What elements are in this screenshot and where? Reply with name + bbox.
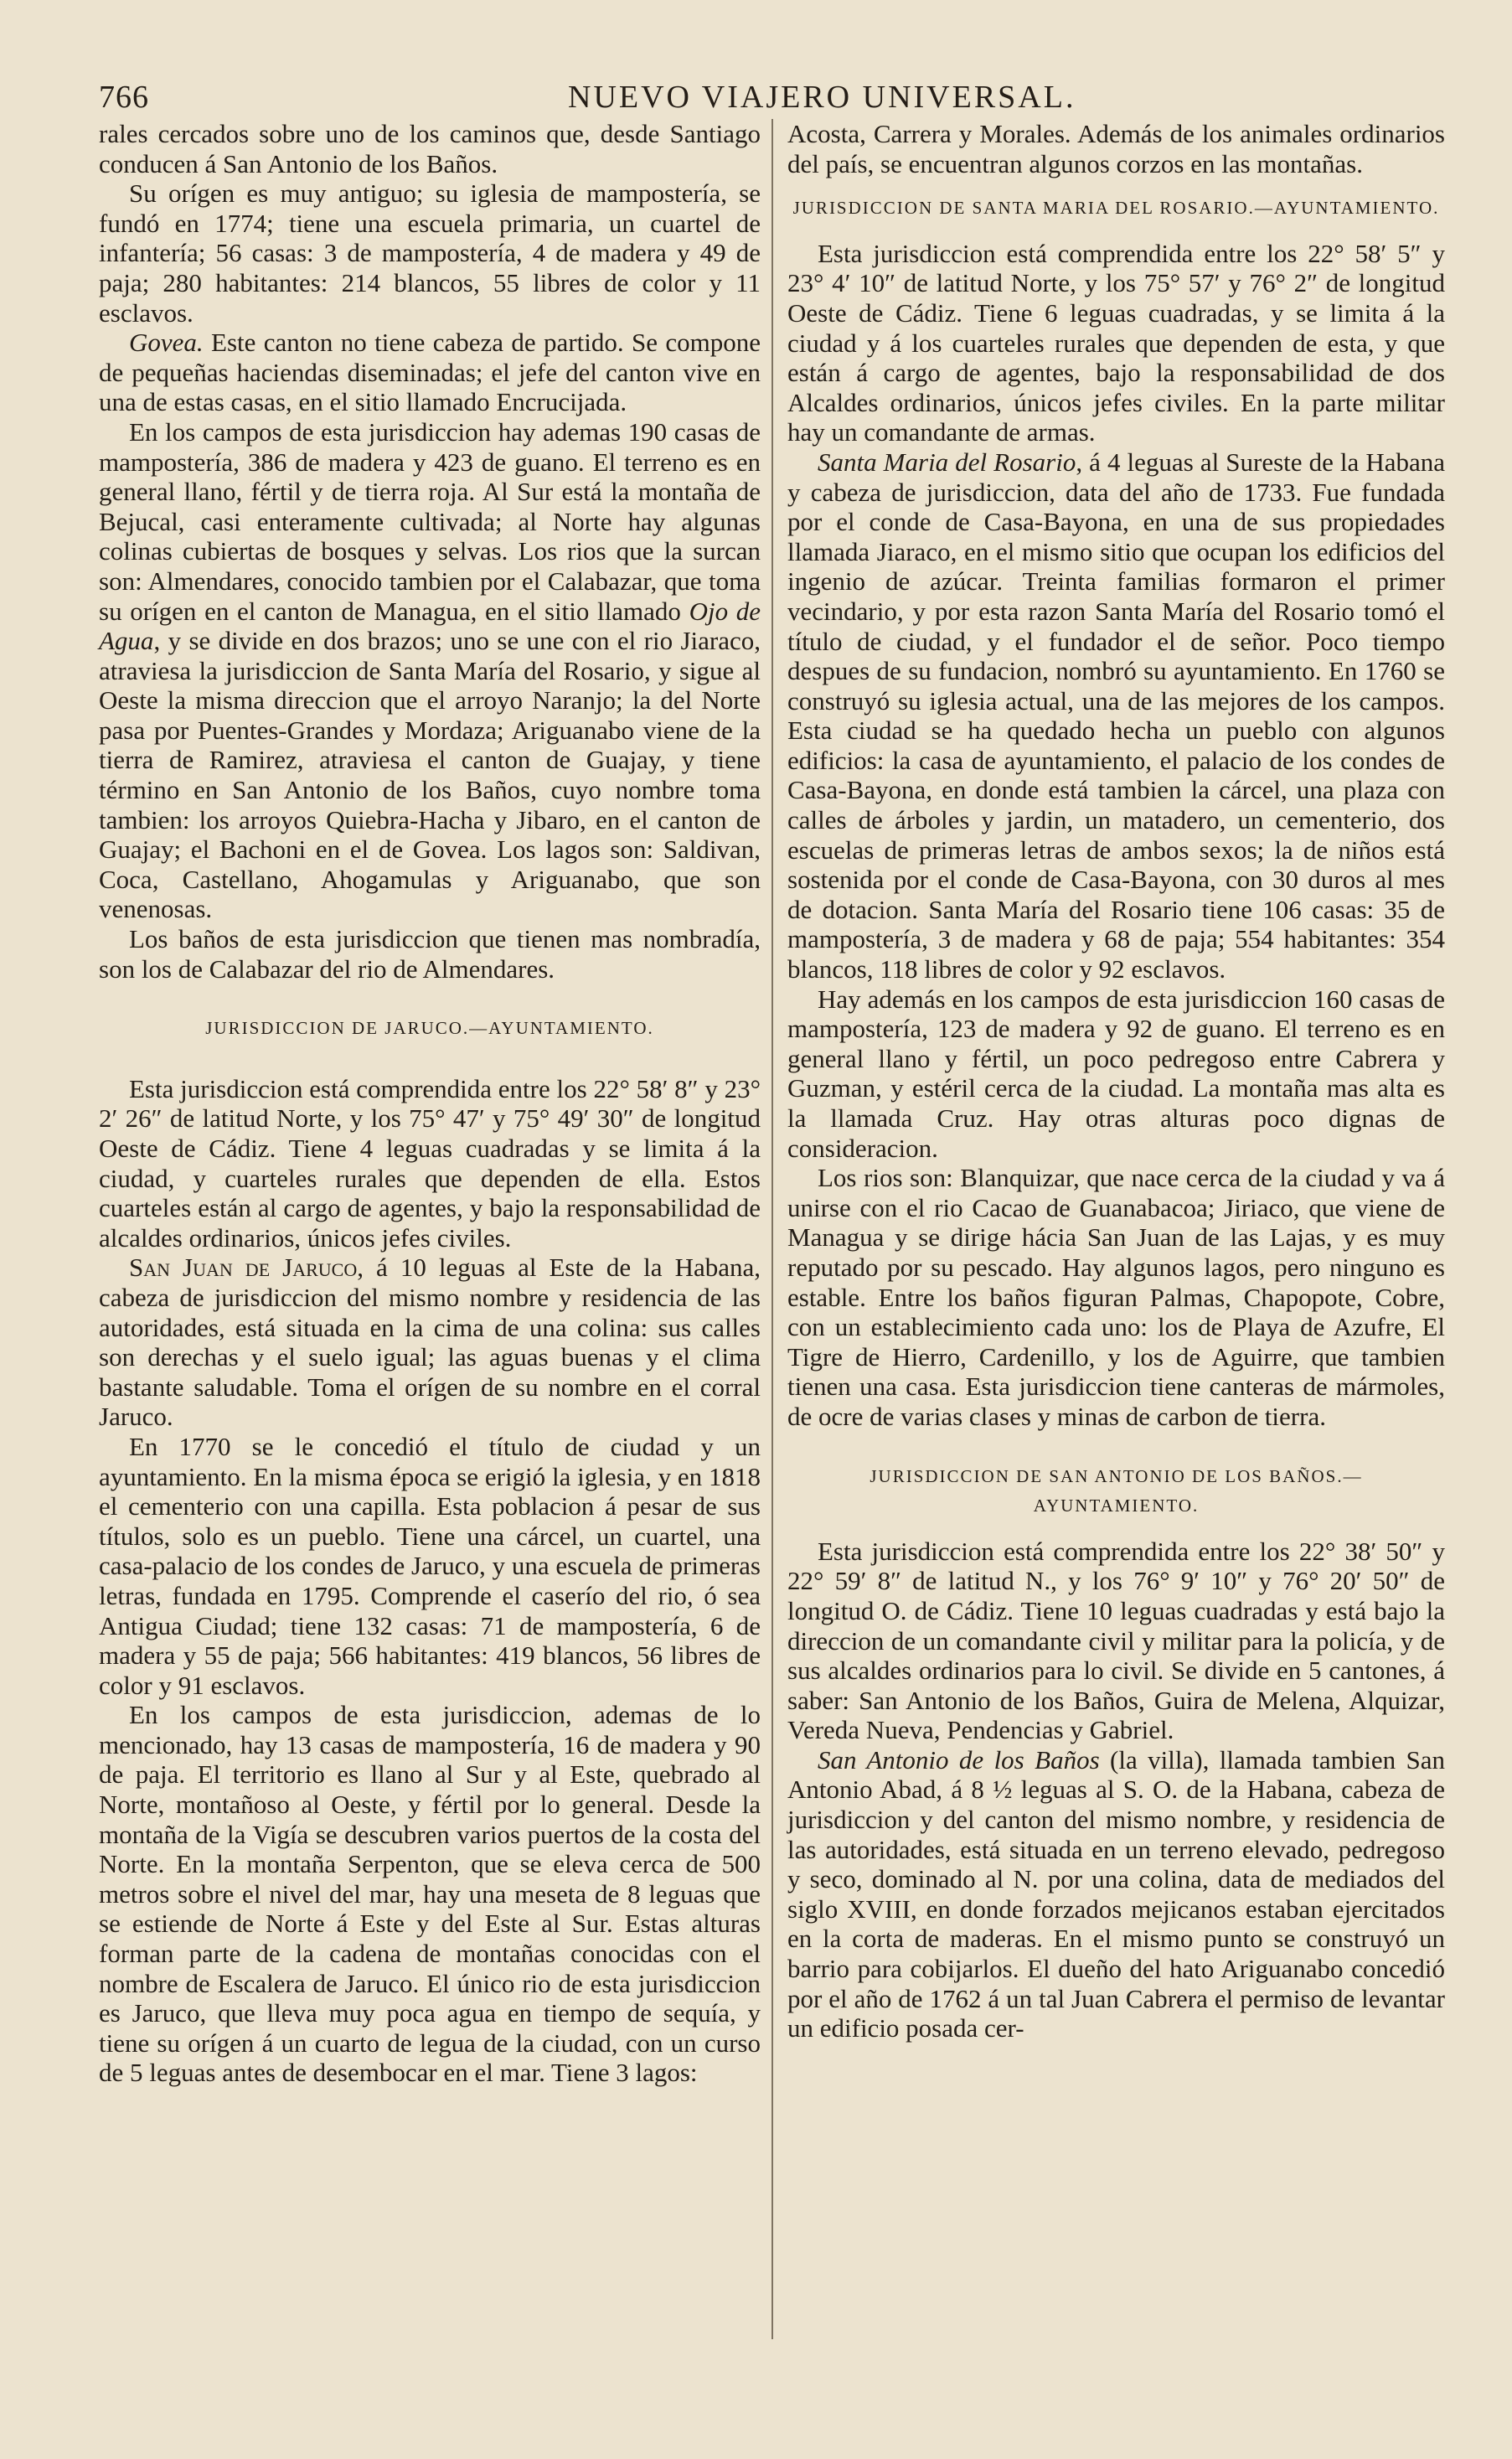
- place-name: Santa Maria del Rosario: [818, 447, 1076, 477]
- paragraph: Los baños de esta jurisdiccion que tienen mas nombradía, son los de Calabazar del rio de Almendares.: [99, 924, 761, 984]
- paragraph: En los campos de esta jurisdiccion, ademas de lo mencionado, hay 13 casas de mampostería, 16 de madera y 90 de paja. El territorio es llano al Sur y al Este, quebrado al Norte, montañoso al Oeste, y fértil por lo general. Desde la montaña de la Vigía se descubren varios puertos de la costa del Norte. En la montaña Serpenton, que se eleva cerca de 500 metros sobre el nivel del mar, hay una meseta de 8 leguas que se estiende de Norte á Este y del Este al Sur. Estas alturas forman parte de la cadena de montañas conocidas con el nombre de Escalera de Jaruco. El único rio de esta jurisdiccion es Jaruco, que lleva muy poca agua en tiempo de sequía, y tiene su orígen á un cuarto de legua de la ciudad, con un curso de 5 leguas antes de desembocar en el mar. Tiene 3 lagos:: [99, 1700, 761, 2088]
- place-name: Ojo de Agua: [99, 596, 761, 656]
- paragraph: Acosta, Carrera y Morales. Además de los animales ordinarios del país, se encuentran algunos corzos en las montañas.: [787, 119, 1445, 178]
- paragraph: San Antonio de los Baños (la villa), llamada tambien San Antonio Abad, á 8 ½ leguas al S. O. de la Habana, cabeza de jurisdiccion y del canton del mismo nombre, y residencia de las autoridades, está situada en un terreno elevado, pedregoso y seco, dominado al N. por una colina, data de mediados del siglo XVIII, en donde forzados mejicanos estaban ejercitados en la corta de maderas. En el mismo punto se construyó un barrio para cobijarlos. El dueño del hato Ariguanabo concedió por el año de 1762 á un tal Juan Cabrera el permiso de levantar un edificio posada cer-: [787, 1744, 1446, 2043]
- paragraph: En 1770 se le concedió el título de ciudad y un ayuntamiento. En la misma época se erigió la iglesia, y en 1818 el cementerio con una capilla. Esta poblacion á pesar de sus títulos, solo es un pueblo. Tiene una cárcel, un cuartel, una casa-palacio de los condes de Jaruco, y una escuela de primeras letras, fundada en 1795. Comprende el caserío del rio, ó sea Antigua Ciudad; tiene 132 casas: 71 de mampostería, 6 de madera y 55 de paja; 566 habitantes: 419 blancos, 56 libres de color y 91 esclavos.: [99, 1431, 761, 1700]
- section-heading: JURISDICCION DE SANTA MARIA DEL ROSARIO.—AYUNTAMIENTO.: [792, 198, 1440, 219]
- paragraph: Esta jurisdiccion está comprendida entre los 22° 58′ 5″ y 23° 4′ 10″ de latitud Norte, y los 75° 57′ y 76° 2″ de longitud Oeste de Cádiz. Tiene 6 leguas cuadradas, y se limita á la ciudad y á los cuarteles rurales que dependen de esta, y que están á cargo de agentes, bajo la responsabilidad de dos Alcaldes ordinarios, únicos jefes civiles. En la parte militar hay un comandante de armas.: [787, 238, 1445, 447]
- place-name: San Juan de Jaruco: [129, 1253, 358, 1283]
- paragraph: Esta jurisdiccion está comprendida entre los 22° 58′ 8″ y 23° 2′ 26″ de latitud Norte, y los 75° 47′ y 75° 49′ 30″ de longitud Oeste de Cádiz. Tiene 4 leguas cuadradas y se limita á la ciudad, y cuarteles rurales que dependen de ella. Estos cuarteles están al cargo de agentes, y bajo la responsabilidad de alcaldes ordinarios, únicos jefes civiles.: [99, 1073, 761, 1253]
- section-heading: JURISDICCION DE SAN ANTONIO DE LOS BAÑOS.—AYUNTAMIENTO.: [870, 1465, 1363, 1516]
- paragraph: Su orígen es muy antiguo; su iglesia de mampostería, se fundó en 1774; tiene una escuela primaria, un cuartel de infantería; 56 casas: 3 de mampostería, 4 de madera y 49 de paja; 280 habitantes: 214 blancos, 55 libres de color y 11 esclavos.: [99, 178, 761, 328]
- page-number: 766: [99, 80, 149, 115]
- paragraph: Hay además en los campos de esta jurisdiccion 160 casas de mampostería, 123 de madera y 92 de guano. El terreno es en general llano y fértil, un poco pedregoso entre Cabrera y Guzman, y estéril cerca de la ciudad. La montaña mas alta es la llamada Cruz. Hay otras alturas poco dignas de consideracion.: [787, 984, 1445, 1163]
- running-header: [99, 79, 1447, 119]
- paragraph: rales cercados sobre uno de los caminos que, desde Santiago conducen á San Antonio de los Baños.: [99, 119, 761, 178]
- running-title: NUEVO VIAJERO UNIVERSAL.: [568, 80, 1076, 115]
- section-heading: JURISDICCION DE JARUCO.—AYUNTAMIENTO.: [205, 1018, 654, 1039]
- paragraph: Govea. Este canton no tiene cabeza de partido. Se compone de pequeñas haciendas diseminadas; el jefe del canton vive en una de estas casas, en el sitio llamado Encrucijada.: [99, 328, 761, 417]
- place-name: Govea.: [129, 328, 204, 358]
- right-column: [787, 119, 1445, 2043]
- paragraph: San Juan de Jaruco, á 10 leguas al Este de la Habana, cabeza de jurisdiccion del mismo nombre y residencia de las autoridades, está situada en la cima de una colina: sus calles son derechas y el suelo igual; las aguas buenas y el clima bastante saludable. Toma el orígen de su nombre en el corral Jaruco.: [99, 1253, 761, 1432]
- paragraph: Esta jurisdiccion está comprendida entre los 22° 38′ 50″ y 22° 59′ 8″ de latitud N., y los 76° 9′ 10″ y 76° 20′ 50″ de longitud O. de Cádiz. Tiene 10 leguas cuadradas y está bajo la direccion de un comandante civil y militar para la policía, y de sus alcaldes ordinarios para lo civil. Se divide en 5 cantones, á saber: San Antonio de los Baños, Guira de Melena, Alquizar, Vereda Nueva, Pendencias y Gabriel.: [787, 1536, 1445, 1745]
- place-name: San Antonio de los Baños: [818, 1744, 1100, 1775]
- column-rule: [771, 119, 773, 2339]
- paragraph: En los campos de esta jurisdiccion hay ademas 190 casas de mampostería, 386 de madera y 423 de guano. El terreno es en general llano, fértil y de tierra roja. Al Sur está la montaña de Bejucal, casi enteramente cultivada; al Norte hay algunas colinas cubiertas de bosques y selvas. Los rios que la surcan son: Almendares, conocido tambien por el Calabazar, que toma su orígen en el canton de Managua, en el sitio llamado Ojo de Agua, y se divide en dos brazos; uno se une con el rio Jiaraco, atraviesa la jurisdiccion de Santa María del Rosario, y sigue al Oeste la misma direccion que el arroyo Naranjo; la del Norte pasa por Puentes-Grandes y Mordaza; Ariguanabo viene de la tierra de Ramirez, atraviesa el canton de Guajay, y tiene término en San Antonio de los Baños, cuyo nombre toma tambien: los arroyos Quiebra-Hacha y Jibaro, en el canton de Guajay; el Bachoni en el de Govea. Los lagos son: Saldivan, Coca, Castellano, Ahogamulas y Ariguanabo, que son venenosas.: [99, 416, 761, 924]
- paragraph: Santa Maria del Rosario, á 4 leguas al Sureste de la Habana y cabeza de jurisdiccion, data del año de 1733. Fue fundada por el conde de Casa-Bayona, en una de sus propiedades llamada Jiaraco, en el mismo sitio que ocupan los edificios del ingenio de azúcar. Treinta familias formaron el primer vecindario, y por esta razon Santa María del Rosario tomó el título de ciudad, y el fundador el de señor. Poco tiempo despues de su fundacion, nombró su ayuntamiento. En 1760 se construyó su iglesia actual, una de las mejores de los campos. Esta ciudad se ha quedado hecha un pueblo con algunos edificios: la casa de ayuntamiento, el palacio de los condes de Casa-Bayona, en donde está tambien la cárcel, una plaza con calles de árboles y jardin, un matadero, un cementerio, dos escuelas de primeras letras de ambos sexos; la de niños está sostenida por el conde de Casa-Bayona, con 30 duros al mes de dotacion. Santa María del Rosario tiene 106 casas: 35 de mampostería, 3 de madera y 68 de paja; 554 habitantes: 354 blancos, 118 libres de color y 92 esclavos.: [787, 447, 1445, 984]
- paragraph: Los rios son: Blanquizar, que nace cerca de la ciudad y va á unirse con el rio Cacao de Guanabacoa; Jiriaco, que viene de Managua y se dirige hácia San Juan de las Lajas, y es muy reputado por su pescado. Hay algunos lagos, pero ninguno es estable. Entre los baños figuran Palmas, Chapopote, Cobre, con un establecimiento cada uno: los de Playa de Azufre, El Tigre de Hierro, Cardenillo, y los de Aguirre, que tambien tienen una casa. Esta jurisdiccion tiene canteras de mármoles, de ocre de varias clases y minas de carbon de tierra.: [787, 1163, 1445, 1431]
- left-column: [99, 119, 761, 2088]
